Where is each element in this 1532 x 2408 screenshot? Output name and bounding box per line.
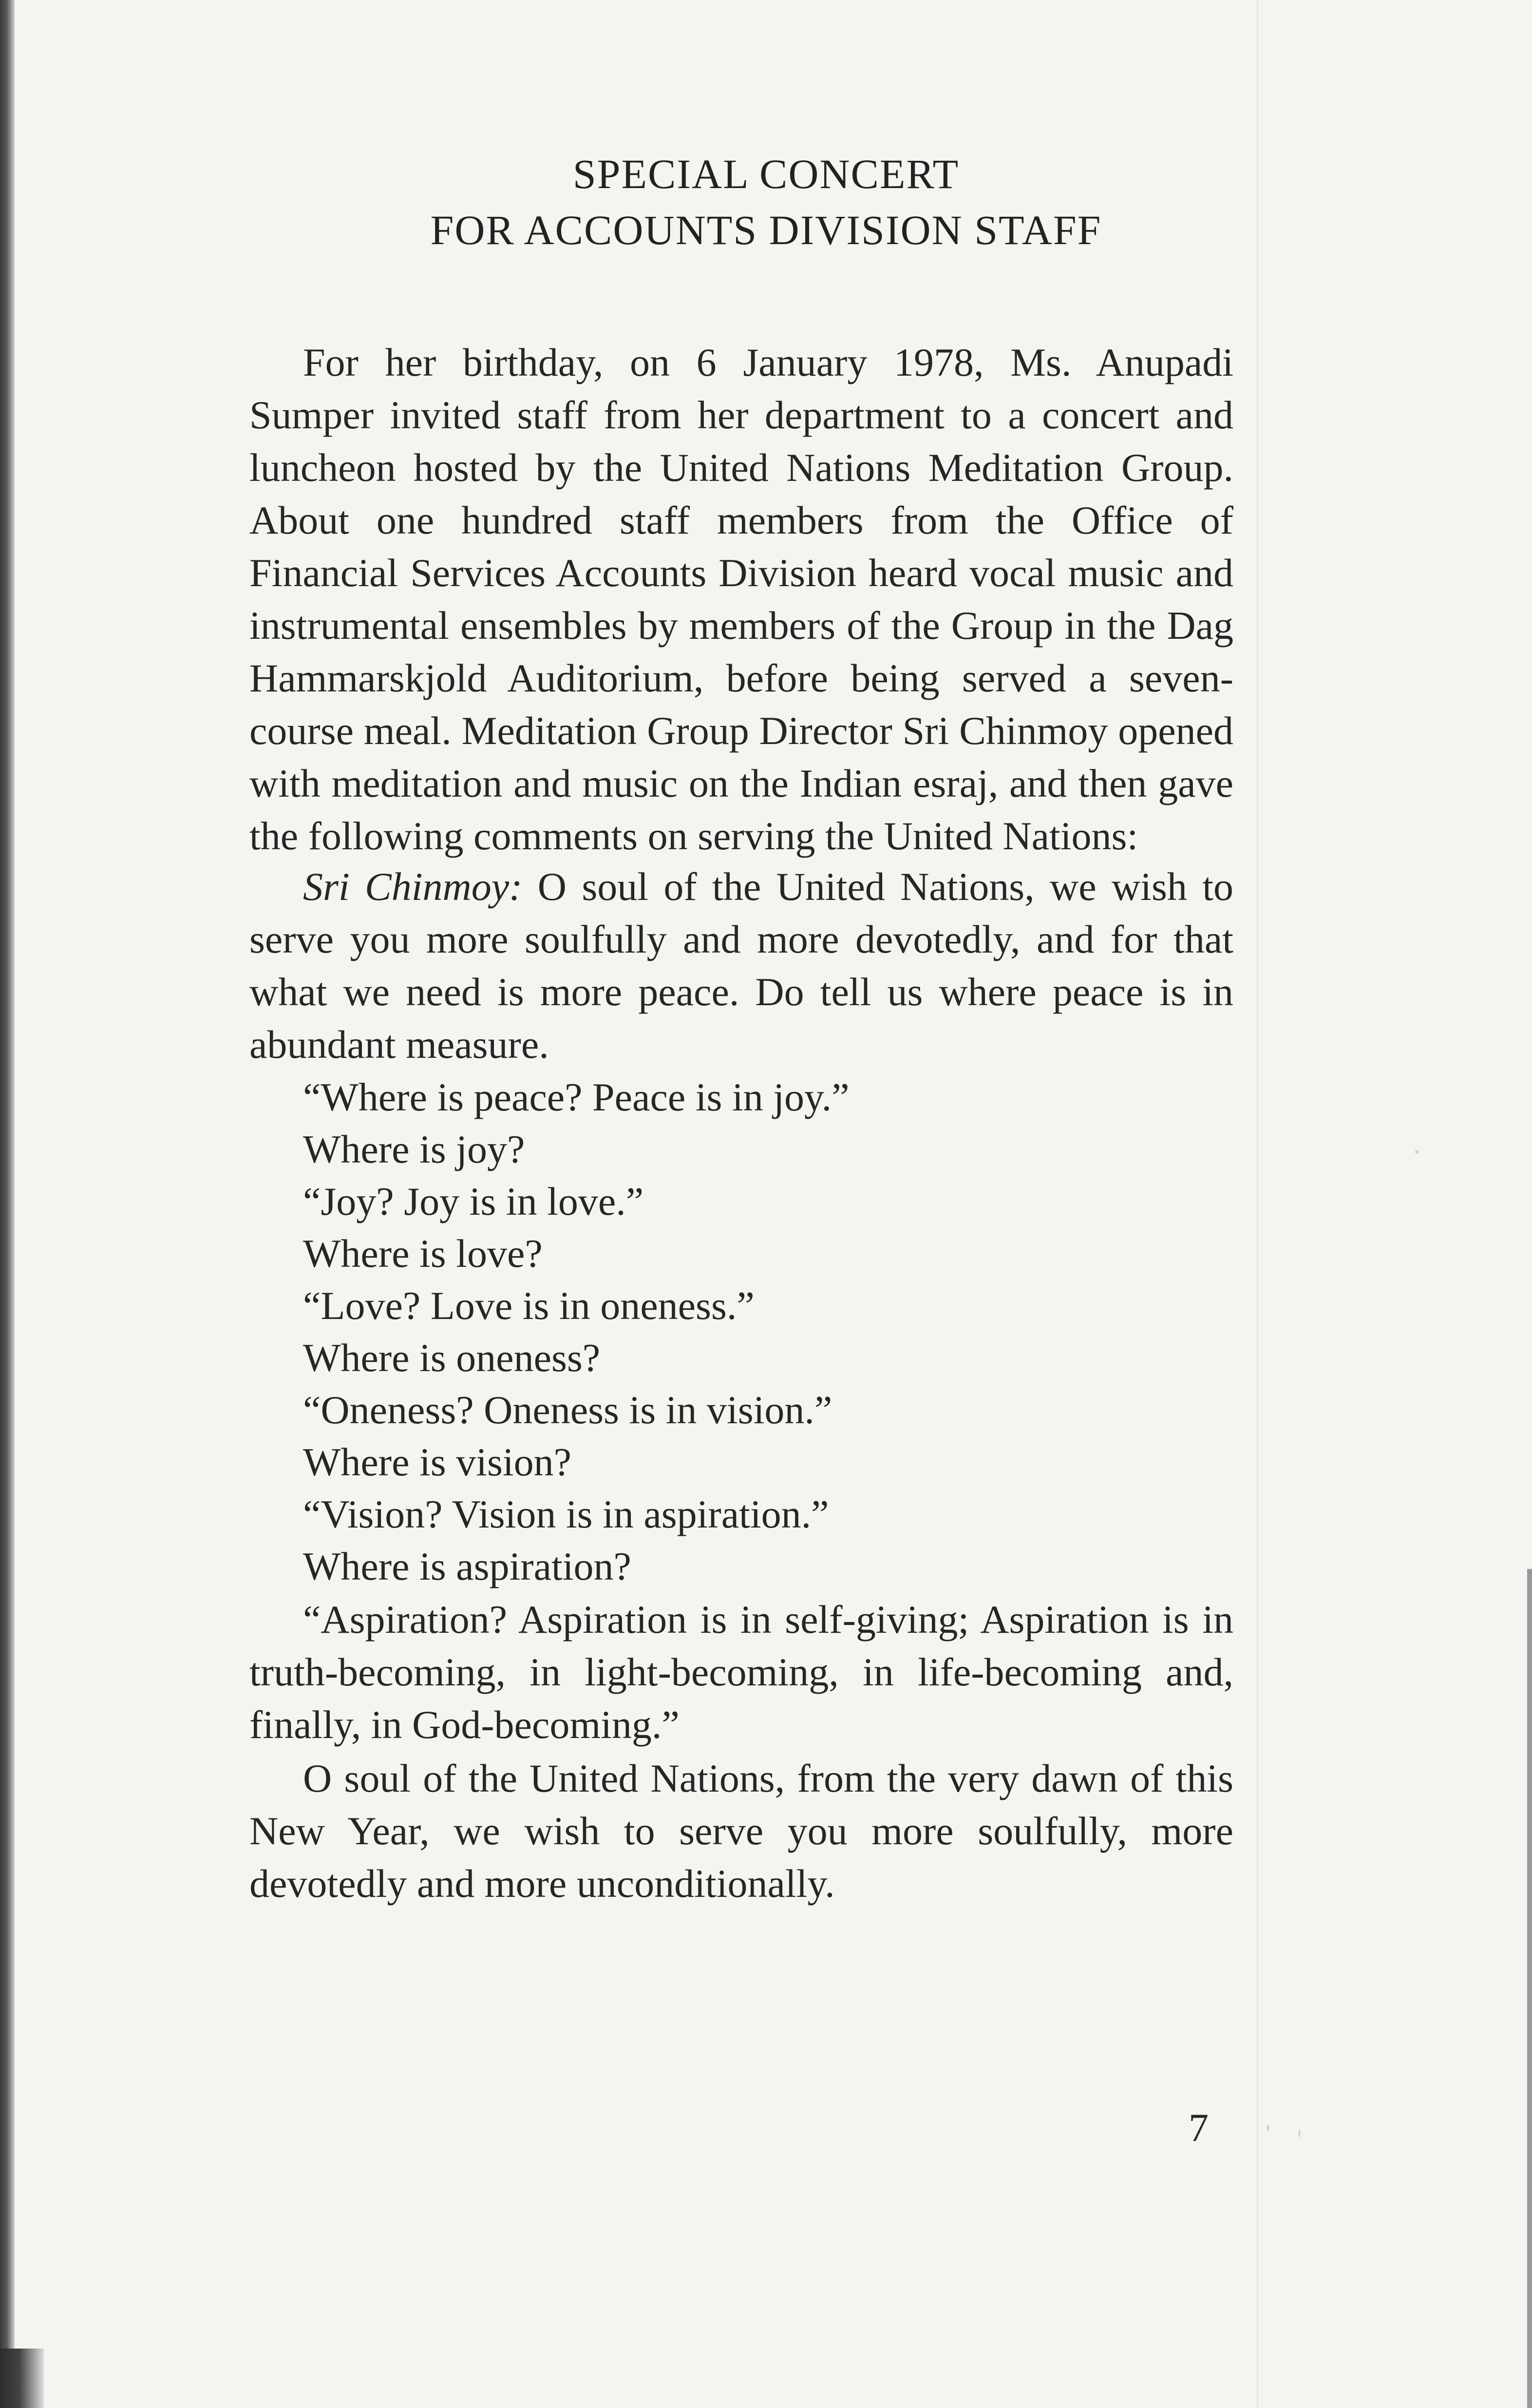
- dialog-line: Where is joy?: [303, 1127, 525, 1171]
- speaker-name: Sri Chinmoy:: [303, 864, 523, 909]
- dialog-line: Where is love?: [303, 1231, 543, 1276]
- scan-shadow-left: [0, 0, 15, 2408]
- title-line-1: SPECIAL CONCERT: [572, 151, 960, 197]
- scan-shadow-corner: [0, 2349, 44, 2408]
- title-line-2: FOR ACCOUNTS DIVISION STAFF: [430, 207, 1102, 253]
- paper-fold-line: [1257, 0, 1258, 2408]
- article-body: [249, 336, 1233, 1910]
- scan-speck: [1415, 1150, 1419, 1154]
- scan-speck: [1298, 2129, 1301, 2137]
- dialog-block: [249, 1071, 1233, 1592]
- dialog-line: “Where is peace? Peace is in joy.”: [303, 1075, 850, 1119]
- aspiration-paragraph: “Aspiration? Aspiration is in self-giving; Aspiration is in truth-becoming, in light-becoming, in life-becoming and, finally, in God-becoming.”: [249, 1597, 1233, 1747]
- dialog-line: Where is vision?: [303, 1440, 572, 1484]
- dialog-line: “Oneness? Oneness is in vision.”: [303, 1388, 832, 1432]
- dialog-line: Where is oneness?: [303, 1336, 601, 1380]
- opening-paragraph: [249, 860, 1233, 1071]
- scan-shadow-right: [1527, 1569, 1532, 2408]
- dialog-line: “Love? Love is in oneness.”: [303, 1283, 755, 1328]
- intro-paragraph: For her birthday, on 6 January 1978, Ms. Anupadi Sumper invited staff from her department to a concert and luncheon hosted by the United Nations Meditation Group. About one hundred staff members from the Office of Financial Services Accounts Division heard vocal music and instrumental ensembles by members of the Group in the Dag Hammarskjold Auditorium, before being served a seven-course meal. Meditation Group Director Sri Chinmoy opened with meditation and music on the Indian esraj, and then gave the following comments on serving the United Nations:: [249, 340, 1233, 858]
- opening-text: O soul of the United Nations, we wish to serve you more soulfully and more devotedly, and for that what we need is more peace. Do tell us where peace is in abundant measure.: [249, 864, 1233, 1067]
- page-number: 7: [1189, 2105, 1209, 2150]
- closing-paragraph: O soul of the United Nations, from the very dawn of this New Year, we wish to serve you more soulfully, more devotedly and more unconditionally.: [249, 1756, 1233, 1906]
- dialog-line: “Vision? Vision is in aspiration.”: [303, 1492, 829, 1536]
- scan-speck: [1267, 2124, 1269, 2131]
- article-title: [0, 146, 1532, 258]
- dialog-line: “Joy? Joy is in love.”: [303, 1179, 644, 1223]
- dialog-line: Where is aspiration?: [303, 1544, 631, 1588]
